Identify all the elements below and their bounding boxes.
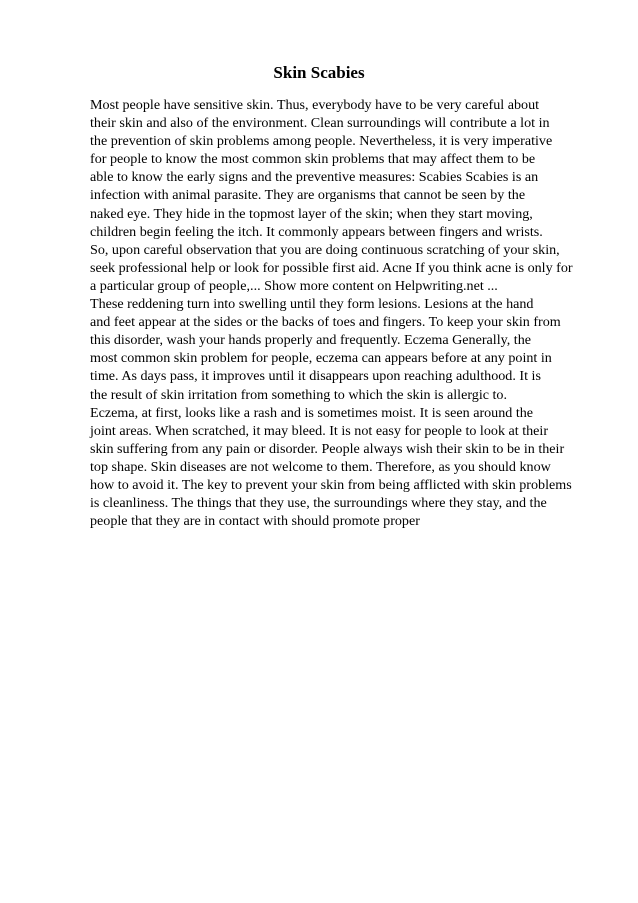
text-line: the prevention of skin problems among people. Nevertheless, it is very imperative: [90, 133, 553, 150]
text-line: for people to know the most common skin problems that may affect them to be: [90, 151, 536, 168]
text-line: children begin feeling the itch. It commonly appears between fingers and wrists.: [90, 223, 543, 240]
text-line: These reddening turn into swelling until they form lesions. Lesions at the hand: [90, 296, 534, 313]
text-line: the result of skin irritation from something to which the skin is allergic to.: [90, 386, 508, 403]
text-line: So, upon careful observation that you are doing continuous scratching of your skin,: [90, 241, 560, 258]
text-line: Eczema, at first, looks like a rash and is sometimes moist. It is seen around the: [90, 404, 534, 421]
page-title: Skin Scabies: [273, 63, 365, 82]
text-line: naked eye. They hide in the topmost layer of the skin; when they start moving,: [90, 205, 533, 222]
text-line: this disorder, wash your hands properly and frequently. Eczema Generally, the: [90, 332, 532, 349]
text-line: infection with animal parasite. They are organisms that cannot be seen by the: [90, 187, 526, 204]
text-line: people that they are in contact with should promote proper: [90, 513, 420, 530]
text-line: Most people have sensitive skin. Thus, everybody have to be very careful about: [90, 97, 540, 113]
text-line: and feet appear at the sides or the backs of toes and fingers. To keep your skin from: [90, 314, 561, 331]
text-line: is cleanliness. The things that they use, the surroundings where they stay, and the: [90, 495, 547, 512]
text-line: their skin and also of the environment. Clean surroundings will contribute a lot in: [90, 115, 550, 132]
text-line: seek professional help or look for possible first aid. Acne If you think acne is only for: [90, 259, 573, 276]
text-line: how to avoid it. The key to prevent your skin from being afflicted with skin problems: [90, 476, 572, 493]
text-line: time. As days pass, it improves until it disappears upon reaching adulthood. It is: [90, 368, 541, 385]
text-line: able to know the early signs and the preventive measures: Scabies Scabies is an: [90, 169, 539, 186]
body-text: [90, 96, 600, 530]
text-line: most common skin problem for people, eczema can appears before at any point in: [90, 350, 552, 367]
text-line: top shape. Skin diseases are not welcome to them. Therefore, as you should know: [90, 458, 551, 475]
text-line: a particular group of people,... Show more content on Helpwriting.net ...: [90, 277, 498, 294]
text-line: joint areas. When scratched, it may bleed. It is not easy for people to look at their: [90, 422, 549, 439]
text-line: skin suffering from any pain or disorder. People always wish their skin to be in their: [90, 440, 565, 457]
